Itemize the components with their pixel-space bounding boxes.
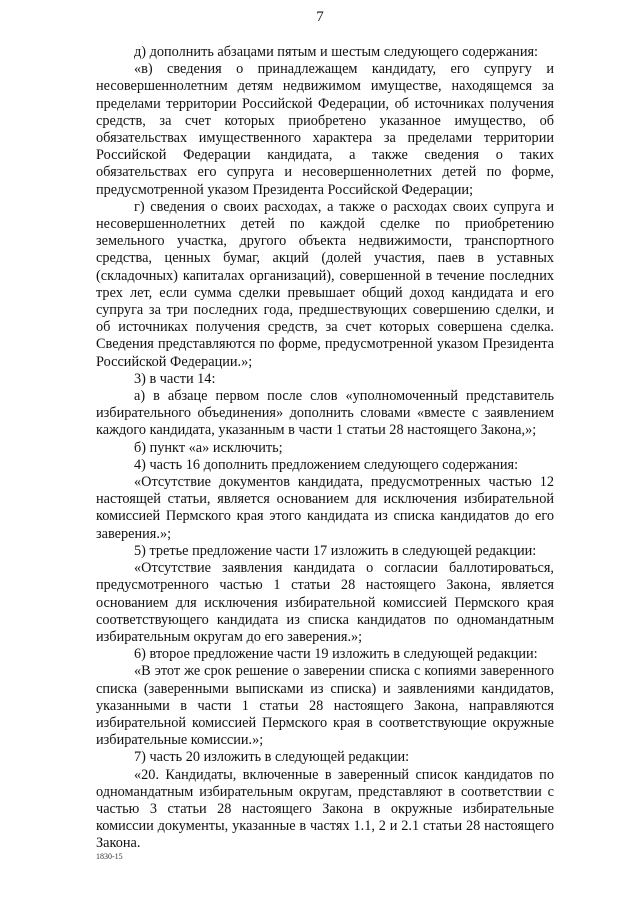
page-number: 7 [316, 9, 324, 25]
paragraph: «В этот же срок решение о заверении списка с копиями заверенного списка (заверенными выписками из списка) и заявлениями кандидатов, указанными в части 1 статьи 28 настоящего Закона, направляются избирательной комиссией Пермского края в соответствующие окружные избирательные комиссии.»; [96, 663, 554, 749]
paragraph: 5) третье предложение части 17 изложить в следующей редакции: [134, 542, 537, 559]
paragraph: 6) второе предложение части 19 изложить в следующей редакции: [134, 646, 538, 663]
paragraph: «Отсутствие документов кандидата, предусмотренных частью 12 настоящей статьи, является основанием для исключения избирательной комиссией Пермского края этого кандидата из списка кандидатов до его заверения.»; [96, 474, 554, 542]
footer-code: 1830-15 [96, 852, 123, 861]
paragraph: 3) в части 14: [134, 370, 216, 387]
paragraph: «в) сведения о принадлежащем кандидату, его супругу и несовершеннолетним детям недвижимом имуществе, находящемся за пределами территории Российской Федерации, об источниках получения средств, за счет которых приобретено указанное имущество, об обязательствах имущественного характера за пределами территории Российской Федерации кандидата, а также сведения о таких обязательствах его супруга и несовершеннолетних детей по форме, предусмотренной указом Президента Российской Федерации; [96, 61, 554, 198]
paragraph: 7) часть 20 изложить в следующей редакции: [134, 749, 410, 766]
paragraph: а) в абзаце первом после слов «уполномоченный представитель избирательного объединения» дополнить словами «вместе с заявлением каждого кандидата, указанным в части 1 статьи 28 настоящего Закона,»; [96, 388, 554, 439]
paragraph: г) сведения о своих расходах, а также о расходах своих супруга и несовершеннолетних детей по каждой сделке по приобретению земельного участка, другого объекта недвижимости, транспортного средства, ценных бумаг, акций (долей участия, паев в уставных (складочных) капиталах организаций), совершенной в течение последних трех лет, если сумма сделки превышает общий доход кандидата и его супруга за три последних года, предшествующих совершению сделки, и об источниках получения средств, за счет которых совершена сделка. Сведения представляются по форме, предусмотренной указом Президента Российской Федерации.»; [96, 198, 554, 370]
paragraph: 4) часть 16 дополнить предложением следующего содержания: [134, 456, 519, 473]
document-body [96, 44, 554, 853]
paragraph: «Отсутствие заявления кандидата о согласии баллотироваться, предусмотренного частью 1 статьи 28 настоящего Закона, является основанием для исключения избирательной комиссией Пермского края соответствующего кандидата из списка кандидатов по одномандатным избирательным округам до его заверения.»; [96, 560, 554, 645]
paragraph: д) дополнить абзацами пятым и шестым следующего содержания: [134, 44, 539, 60]
paragraph: б) пункт «а» исключить; [134, 439, 283, 456]
paragraph: «20. Кандидаты, включенные в заверенный список кандидатов по одномандатным избирательным округам, представляют в соответствии с частью 3 статьи 28 настоящего Закона в окружные избирательные комиссии документы, указанные в частях 1.1, 2 и 2.1 статьи 28 настоящего Закона. [96, 766, 554, 852]
